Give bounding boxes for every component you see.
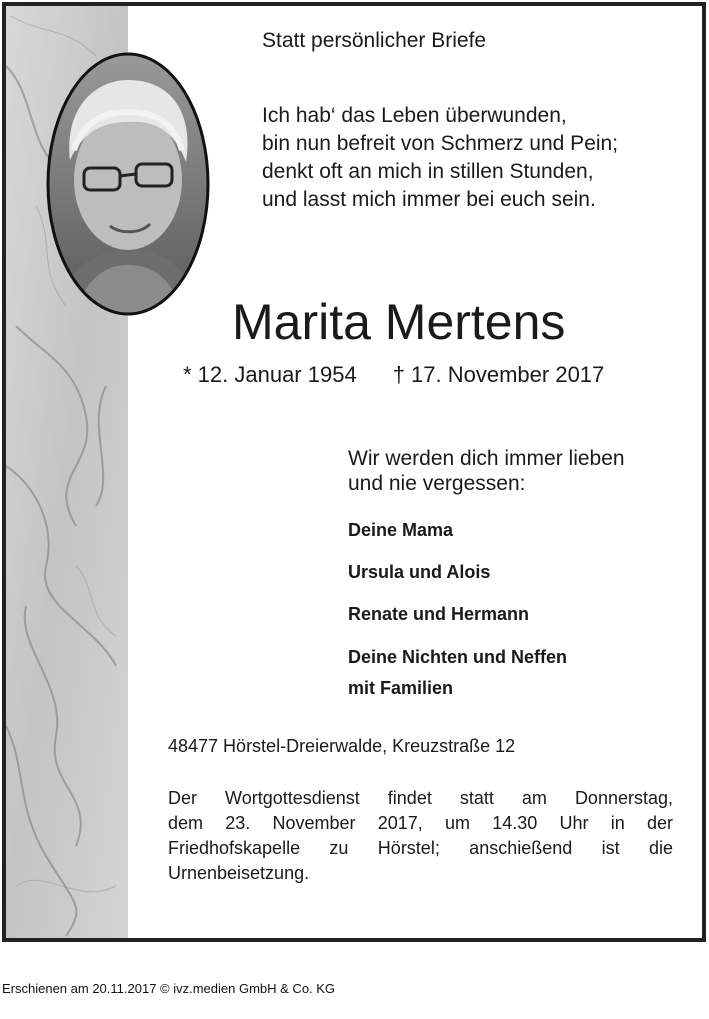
closing-words [348,446,625,496]
service-line: Urnenbeisetzung. [168,863,310,883]
birth-date: * 12. Januar 1954 [183,362,357,387]
publication-footer: Erschienen am 20.11.2017 © ivz.medien GmbH & Co. KG [2,981,336,996]
deceased-name: Marita Mertens [232,294,566,350]
poem-line: und lasst mich immer bei euch sein. [262,188,596,211]
life-dates [183,361,604,389]
death-date: † 17. November 2017 [392,362,605,387]
mourner-entry: Deine Nichten und Neffen [348,647,568,667]
mourner-entry: Renate und Hermann [348,604,530,624]
obituary-card [2,2,706,942]
poem-line: denkt oft an mich in stillen Stunden, [262,160,594,183]
mourner-entry: Ursula und Alois [348,562,491,582]
address: 48477 Hörstel-Dreierwalde, Kreuzstraße 12 [168,736,516,756]
service-line: dem 23. November 2017, um 14.30 Uhr in der [168,813,673,833]
mourner-entry: Deine Mama [348,520,454,540]
service-notice [168,786,673,886]
poem-line: Ich hab‘ das Leben überwunden, [262,104,567,127]
portrait-photo [44,50,212,318]
closing-line: und nie vergessen: [348,472,526,495]
closing-line: Wir werden dich immer lieben [348,447,625,470]
mourner-entry: mit Familien [348,678,454,698]
service-line: Friedhofskapelle zu Hörstel; anschießend ist die [168,838,673,858]
service-line: Der Wortgottesdienst findet statt am Donnerstag, [168,788,673,808]
intro-text: Statt persönlicher Briefe [262,29,487,52]
poem-line: bin nun befreit von Schmerz und Pein; [262,132,619,155]
poem [262,102,618,214]
